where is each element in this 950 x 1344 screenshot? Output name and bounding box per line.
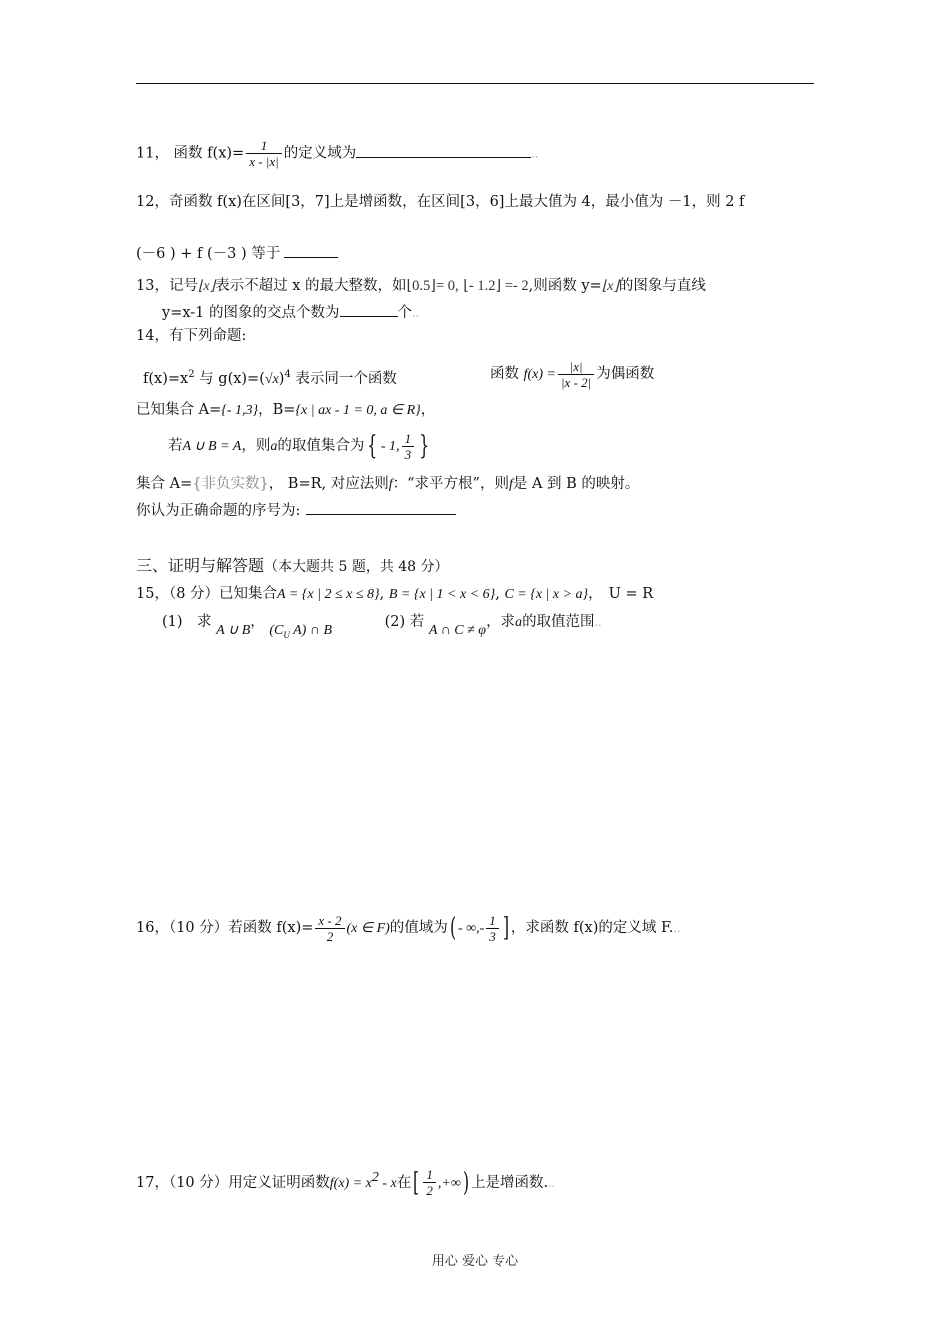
q16-text-c: ，求函数 f(x)的定义域 F. — [510, 920, 674, 936]
q16-condition: (x ∈ F) — [346, 921, 390, 936]
q11-fraction — [246, 138, 282, 169]
q17-text: 17，（10 分）用定义证明函数 — [136, 1174, 330, 1191]
q15-complement-rest: A) ∩ B — [289, 623, 332, 638]
question-12-line1: 12，奇函数 f(x)在区间[3，7]上是增函数，在区间[3，6]上最大值为 4，最小值为 －1，则 2 f — [136, 194, 745, 210]
q17-text-b: 在 — [396, 1174, 412, 1191]
q14-p3-set-b: {x | ax - 1 = 0, a ∈ R} — [295, 403, 421, 418]
q14-p5-text: 集合 A= — [136, 476, 193, 492]
q17-function-b: - x — [378, 1175, 397, 1191]
q14-p1-sup2: 4 — [284, 369, 291, 380]
q14-p1-text-c: 表示同一个函数 — [290, 370, 397, 387]
q16-range-fraction — [486, 913, 499, 944]
question-11 — [136, 138, 538, 169]
q11-text: 11， 函数 f(x)= — [136, 145, 245, 162]
q13-text-d: 的图象与直线 — [618, 278, 706, 294]
q16-bracket-open: ( — [449, 913, 456, 943]
q16-numerator: x - 2 — [315, 913, 344, 929]
q12-text: (－6 ) + f (－3 ) 等于 — [136, 246, 281, 262]
question-15-line1: 15，（8 分）已知集合A = {x | 2 ≤ x ≤ 8}, B = {x | 1 < x < 6}, C = {x | x > a}， U = R — [136, 586, 654, 602]
q17-interval-fraction — [423, 1167, 436, 1198]
q15-set-a: A = {x | 2 ≤ x ≤ 8} — [277, 587, 380, 602]
q15-part2-text-b: 的取值范围 — [522, 614, 595, 630]
q14-prop-3 — [136, 400, 435, 421]
q13-answer-blank[interactable] — [340, 302, 398, 317]
q14-answer-blank[interactable] — [306, 500, 456, 515]
q14-p4-var: a — [270, 439, 278, 454]
q17-function: f(x) = x — [329, 1175, 372, 1191]
q14-p2-numerator: |x| — [558, 359, 594, 375]
q16-fraction — [315, 913, 344, 944]
q14-p2-func: f(x) = — [523, 367, 556, 382]
q14-p6-text: 你认为正确命题的序号为: — [136, 503, 301, 519]
page-footer: 用心 爱心 专心 — [431, 1254, 519, 1269]
q15-universe: U = R — [608, 586, 654, 602]
q14-prop-4 — [168, 428, 433, 465]
q15-complement-sub: U — [283, 629, 290, 640]
q14-p1-text: f(x)=x — [143, 370, 189, 387]
q16-bracket-close: ] — [502, 913, 509, 943]
q13-text-c: ,则函数 y= — [528, 278, 602, 294]
q13-text-f: 个 — [397, 305, 412, 321]
q17-bracket-close: ) — [462, 1167, 469, 1198]
header-rule — [136, 83, 814, 84]
q15-part2-label: (2) 若 — [384, 614, 425, 630]
q15-part2-text: ，求 — [486, 614, 516, 630]
q15-mark: .. — [594, 616, 602, 629]
q17-interval-end: ,+∞ — [437, 1175, 461, 1191]
q15-part1-union: A ∪ B — [216, 623, 251, 638]
q15-set-b: B = {x | 1 < x < 6} — [388, 587, 496, 602]
q16-range: - ∞,- — [457, 921, 485, 936]
q14-p4-brace-open: { — [367, 431, 378, 461]
q14-p5-text-b: ， B=R, 对应法则 — [268, 476, 389, 492]
q13-floor-x: ⌊x⌋ — [197, 279, 216, 294]
section-3-note: （本大题共 5 题，共 48 分） — [264, 559, 449, 575]
q14-answer-line — [136, 500, 456, 521]
q16-range-denominator: 3 — [489, 928, 496, 944]
q15-set-c: C = {x | x > a} — [504, 587, 589, 602]
q17-sup: 2 — [371, 1170, 379, 1185]
q14-p1-paren: ) — [278, 370, 285, 387]
q11-denominator: x - |x| — [249, 154, 279, 169]
q13-floor-x-2: ⌊x⌋ — [601, 279, 619, 294]
q13-example-2: ⌊- 1.2⌋ =- 2 — [463, 278, 529, 294]
q14-p5-f2: f — [508, 477, 513, 492]
q14-p1-text-b: 与 g(x)=( — [194, 370, 265, 387]
q14-p1-sqrt: √x — [264, 371, 279, 387]
q15-text: 15，（8 分）已知集合 — [136, 586, 278, 602]
q14-p3-text: 已知集合 A= — [136, 402, 222, 418]
q13-example-1: ⌊0.5⌋= 0, — [406, 278, 459, 294]
q17-text-c: 上是增函数. — [471, 1174, 549, 1191]
q14-p4-text: 若 — [168, 438, 183, 454]
q16-denominator: 2 — [326, 928, 334, 944]
q14-p4-fraction — [402, 431, 415, 462]
q14-p3-text-c: ， — [420, 402, 436, 418]
question-14-head: 14，有下列命题: — [136, 328, 247, 344]
q14-p5-text-d: 是 A 到 B 的映射。 — [512, 476, 640, 492]
q14-p3-set-a: {- 1,3} — [221, 403, 259, 418]
q15-complement-open: (C — [269, 623, 284, 638]
q14-p2-text-b: 为偶函数 — [596, 366, 655, 382]
q14-p2-denominator: |x - 2| — [560, 374, 592, 390]
q14-prop-1 — [143, 365, 397, 390]
q12-answer-blank[interactable] — [284, 243, 338, 258]
q13-text-a: 13，记号 — [136, 278, 198, 294]
q14-p4-brace-close: } — [419, 431, 430, 461]
q17-interval-denominator: 2 — [426, 1183, 433, 1199]
q14-p4-denominator: 3 — [404, 446, 412, 462]
q14-p4-set: - 1, — [380, 439, 400, 454]
q16-mark: .. — [673, 922, 681, 935]
q14-prop-5 — [136, 474, 639, 495]
question-12-line2 — [136, 243, 338, 264]
question-13-line2 — [162, 302, 419, 324]
q15-part1-complement — [269, 623, 332, 638]
question-17 — [136, 1160, 555, 1202]
q14-p4-text-b: ，则 — [241, 438, 271, 454]
q15-part2-var: a — [515, 615, 523, 630]
q14-p4-numerator: 1 — [402, 431, 415, 447]
section-3-title: 三、证明与解答题 — [136, 556, 265, 575]
q14-p4-math: A ∪ B = A — [182, 439, 242, 454]
section-3-heading — [136, 556, 449, 577]
q14-p2-text: 函数 — [490, 366, 519, 382]
q13-text-b: 表示不超过 x 的最大整数，如 — [215, 278, 407, 294]
question-13-line1 — [136, 276, 706, 297]
q14-p5-set: {非负实数} — [192, 476, 269, 492]
q11-answer-blank[interactable] — [356, 143, 531, 158]
q14-p2-fraction — [558, 359, 594, 390]
q16-text: 16，（10 分）若函数 f(x)= — [136, 920, 314, 936]
q14-prop-2 — [490, 356, 654, 393]
q16-text-b: 的值域为 — [389, 920, 448, 936]
question-15-line2: (1) 求 A ∪ B， ($C_U$ A) ∩ B (2) 若 A ∩ C ≠ φ，求a的取值范围.. — [162, 614, 602, 640]
q13-text-e: y=x-1 的图象的交点个数为 — [162, 305, 340, 321]
q15-part1-label: (1) 求 — [162, 614, 212, 630]
q14-p5-text-c: ：“求平方根”，则 — [392, 476, 509, 492]
q11-suffix: 的定义域为 — [283, 145, 357, 162]
q17-interval-numerator: 1 — [423, 1167, 436, 1183]
q11-mark: .. — [531, 147, 539, 161]
q14-p1-sup: 2 — [188, 369, 195, 380]
q15-part2-math: A ∩ C ≠ φ — [428, 623, 487, 638]
q11-numerator: 1 — [246, 138, 282, 154]
q14-p5-f: f — [388, 477, 393, 492]
q17-bracket-open: [ — [413, 1167, 420, 1198]
q17-mark: .. — [548, 1176, 556, 1190]
q13-mark: .. — [412, 307, 419, 320]
q16-range-numerator: 1 — [486, 913, 499, 929]
question-16 — [136, 910, 680, 947]
q14-p4-text-c: 的取值集合为 — [277, 438, 365, 454]
q14-p3-text-b: ，B= — [258, 402, 296, 418]
